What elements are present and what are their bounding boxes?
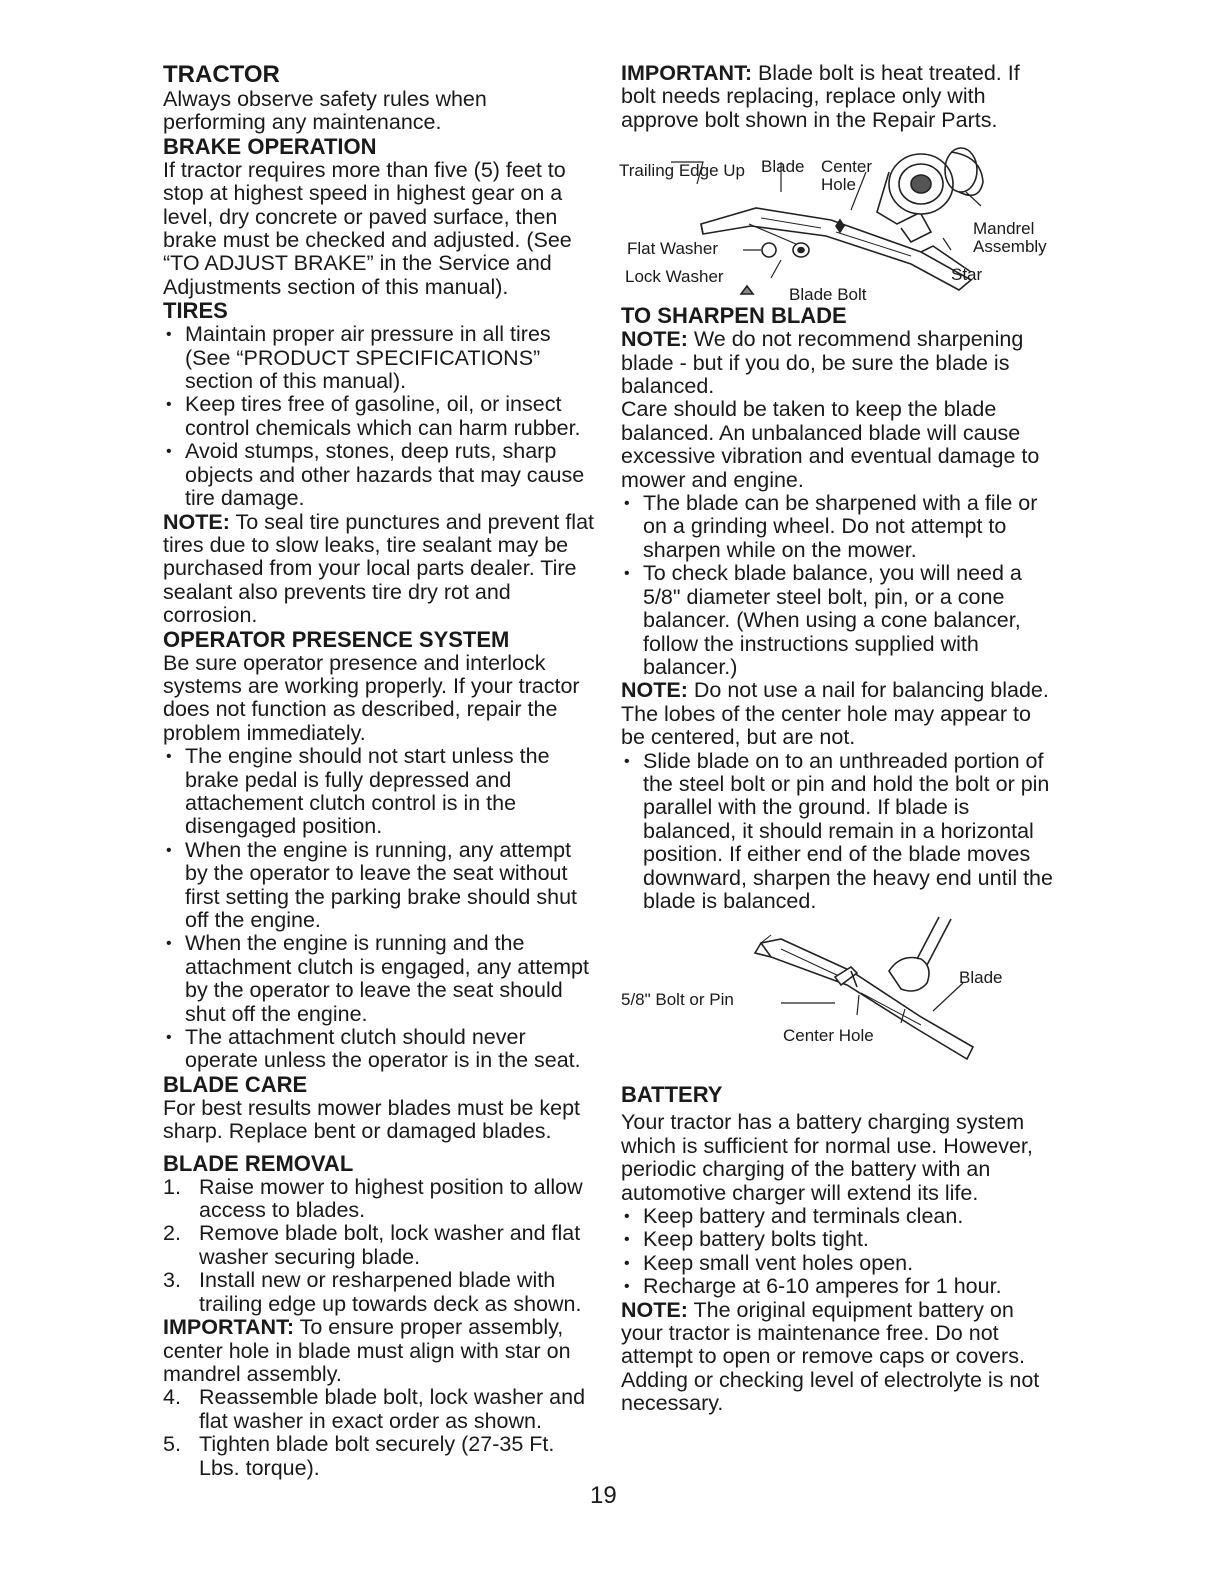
list-item: • Avoid stumps, stones, deep ruts, sharp objects and other hazards that may cause tire damage. — [163, 440, 595, 510]
tires-heading: TIRES — [163, 298, 228, 324]
list-item: • The blade can be sharpened with a file or on a grinding wheel. Do not attempt to sharpen while on the mower. — [621, 492, 1053, 562]
tires-note — [163, 511, 595, 628]
list-item: • To check blade balance, you will need a 5/8" diameter steel bolt, pin, or a cone balancer. (When using a cone balancer, follow the instructions supplied with balancer.) — [621, 562, 1053, 679]
blade-assembly-figure — [621, 132, 1053, 304]
important-text: Blade bolt is heat treated. If bolt needs replacing, replace only with approve bolt shown in the Repair Parts. — [621, 61, 1020, 132]
step-number: 3. — [163, 1268, 181, 1293]
ops-list — [163, 745, 595, 1073]
sharpen-heading: TO SHARPEN BLADE — [621, 303, 847, 329]
list-item: • Slide blade on to an unthreaded portion of the steel bolt or pin and hold the bolt or pin parallel with the ground. If blade is balanced, it should remain in a horizontal position. If either end of the blade moves downward, sharpen the heavy end until the blade is balanced. — [621, 750, 1053, 914]
list-item: • Keep tires free of gasoline, oil, or insect control chemicals which can harm rubber. — [163, 393, 595, 440]
list-item — [163, 1269, 595, 1316]
step-number: 1. — [163, 1174, 181, 1199]
list-item: • Maintain proper air pressure in all tires (See “PRODUCT SPECIFICATIONS” section of this manual). — [163, 323, 595, 393]
label-lock-washer: Lock Washer — [625, 267, 724, 287]
tractor-text: Always observe safety rules when performing any maintenance. — [163, 87, 487, 135]
battery-note — [621, 1299, 1053, 1416]
note-label: NOTE: — [621, 327, 688, 352]
ops-text: Be sure operator presence and interlock systems are working properly. If your tractor does not function as described, repair the problem immediately. — [163, 650, 580, 745]
list-item — [163, 1222, 595, 1269]
battery-text: Your tractor has a battery charging system which is sufficient for normal use. However, periodic charging of the battery with an automotive charger will extend its life. — [621, 1110, 1033, 1205]
step-text: Reassemble blade bolt, lock washer and flat washer in exact order as shown. — [199, 1385, 586, 1433]
ops-heading: OPERATOR PRESENCE SYSTEM — [163, 626, 510, 652]
step-number: 2. — [163, 1221, 181, 1246]
step-text: Remove blade bolt, lock washer and flat washer securing blade. — [199, 1221, 581, 1269]
blade-balance-figure — [621, 913, 1053, 1083]
step-text: Tighten blade bolt securely (27-35 Ft. Lbs. torque). — [199, 1432, 555, 1480]
list-item: • The engine should not start unless the brake pedal is fully depressed and attachement clutch control is in the disengaged position. — [163, 745, 595, 839]
label-blade: Blade — [959, 968, 1003, 988]
important-label: IMPORTANT: — [621, 61, 752, 85]
note-label: NOTE: — [621, 678, 688, 703]
note-text: We do not recommend sharpening blade - but if you do, be sure the blade is balanced. — [621, 327, 1024, 399]
blade-care-text: For best results mower blades must be kept sharp. Replace bent or damaged blades. — [163, 1095, 581, 1144]
right-column — [621, 62, 1053, 1416]
step-number: 5. — [163, 1432, 181, 1457]
sharpen-list-2 — [621, 750, 1053, 914]
list-item — [163, 1176, 595, 1223]
note-label: NOTE: — [163, 509, 230, 534]
bolt-important — [621, 62, 1053, 132]
list-item: • The attachment clutch should never operate unless the operator is in the seat. — [163, 1026, 595, 1073]
battery-heading: BATTERY — [621, 1082, 723, 1108]
brake-text: If tractor requires more than five (5) feet to stop at highest speed in highest gear on a level, dry concrete or paved surface, then brake must be checked and adjusted. (See “TO ADJUST BRAKE” in the Service and Adjustments section of this manual). — [163, 157, 572, 299]
list-item: • When the engine is running, any attempt by the operator to leave the seat without first setting the parking brake should shut off the engine. — [163, 839, 595, 933]
list-item — [163, 1433, 595, 1480]
tractor-heading: TRACTOR — [163, 61, 280, 88]
note-text: Do not use a nail for balancing blade. The lobes of the center hole may appear to be centered, but are not. — [621, 678, 1049, 750]
label-flat-washer: Flat Washer — [627, 239, 719, 259]
list-item: • Keep battery bolts tight. — [621, 1228, 1053, 1251]
label-mandrel-assembly: Mandrel Assembly — [973, 219, 1047, 257]
sharpen-list — [621, 492, 1053, 679]
removal-steps-continued — [163, 1386, 595, 1480]
blade-care-heading: BLADE CARE — [163, 1071, 308, 1097]
note-text: The original equipment battery on your tractor is maintenance free. Do not attempt to open or remove caps or covers. Adding or checking level of electrolyte is not necessary. — [621, 1297, 1040, 1416]
battery-list — [621, 1205, 1053, 1299]
step-text: Raise mower to highest position to allow access to blades. — [199, 1174, 583, 1223]
page-number: 19 — [590, 1482, 617, 1509]
label-bolt-or-pin: 5/8" Bolt or Pin — [621, 990, 734, 1010]
label-center-hole: Center Hole — [783, 1026, 874, 1046]
tires-list — [163, 323, 595, 510]
important-label: IMPORTANT: — [163, 1315, 294, 1340]
list-item — [163, 1386, 595, 1433]
brake-heading: BRAKE OPERATION — [163, 133, 377, 159]
label-blade-bolt: Blade Bolt — [789, 285, 867, 305]
label-blade: Blade — [761, 157, 805, 177]
label-center-hole: Center Hole — [821, 157, 873, 195]
note-label: NOTE: — [621, 1297, 688, 1322]
step-number: 4. — [163, 1385, 181, 1410]
step-text: Install new or resharpened blade with trailing edge up towards deck as shown. — [199, 1268, 582, 1316]
removal-steps — [163, 1176, 595, 1316]
label-star: Star — [951, 265, 983, 285]
sharpen-note-2 — [621, 679, 1053, 749]
important-note — [163, 1316, 595, 1386]
blade-removal-heading: BLADE REMOVAL — [163, 1150, 354, 1176]
note-text: To seal tire punctures and prevent flat tires due to slow leaks, tire sealant may be purchased from your local parts dealer. Tire sealant also prevents tire dry rot and corrosion. — [163, 509, 595, 628]
sharpen-note — [621, 328, 1053, 398]
left-column — [163, 62, 595, 1480]
list-item: • Keep small vent holes open. — [621, 1252, 1053, 1275]
list-item: • Keep battery and terminals clean. — [621, 1205, 1053, 1228]
list-item: • When the engine is running and the attachment clutch is engaged, any attempt by the operator to leave the seat should shut off the engine. — [163, 932, 595, 1026]
important-text: To ensure proper assembly, center hole in blade must align with star on mandrel assembly. — [163, 1315, 571, 1386]
list-item: • Recharge at 6-10 amperes for 1 hour. — [621, 1275, 1053, 1298]
label-trailing-edge: Trailing Edge Up — [619, 161, 745, 181]
sharpen-text: Care should be taken to keep the blade balanced. An unbalanced blade will cause excessive vibration and eventual damage to mower and engine. — [621, 397, 1040, 492]
